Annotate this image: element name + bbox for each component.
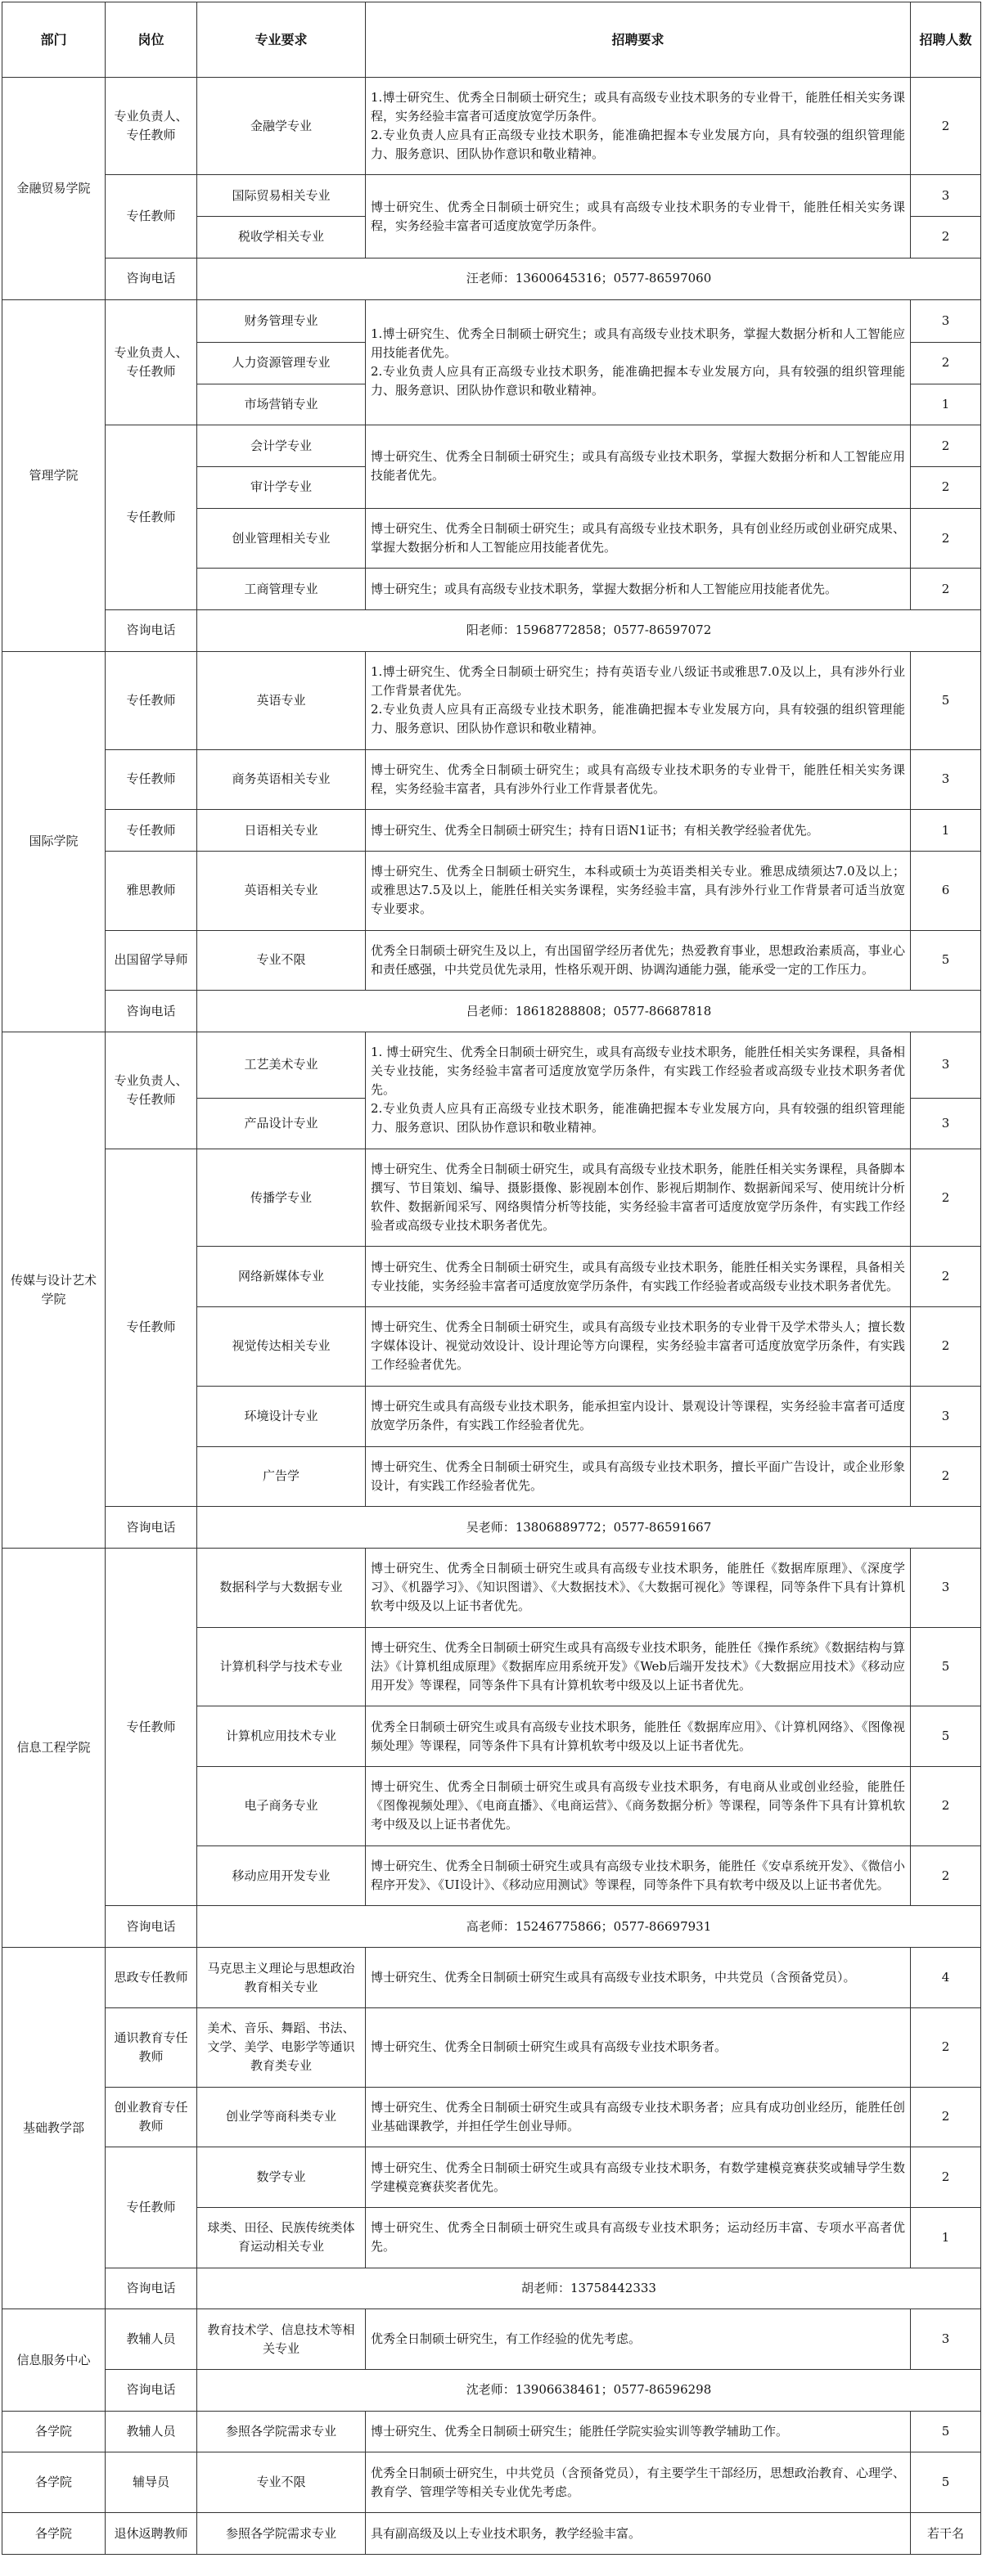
count-cell: 2 <box>911 425 981 467</box>
count-cell: 2 <box>911 466 981 508</box>
table-row <box>2 2452 981 2513</box>
requirements-cell: 博士研究生、优秀全日制硕士研究生；或具有高级专业技术职务的专业骨干，能胜任相关实务课程，实务经验丰富者可适度放宽学历条件。 <box>366 175 911 258</box>
major-cell: 马克思主义理论与思想政治教育相关专业 <box>197 1948 366 2008</box>
major-cell: 工艺美术专业 <box>197 1032 366 1099</box>
department-cell: 各学院 <box>2 2513 106 2555</box>
count-cell: 3 <box>911 299 981 342</box>
department-cell: 信息工程学院 <box>2 1548 106 1947</box>
count-cell: 5 <box>911 1627 981 1706</box>
major-cell: 教育技术学、信息技术等相关专业 <box>197 2309 366 2370</box>
major-cell: 国际贸易相关专业 <box>197 175 366 217</box>
position-cell: 专任教师 <box>106 810 197 852</box>
major-cell: 产品设计专业 <box>197 1098 366 1149</box>
position-cell: 教辅人员 <box>106 2411 197 2452</box>
major-cell: 网络新媒体专业 <box>197 1247 366 1307</box>
table-row <box>2 2147 981 2208</box>
contact-label: 咨询电话 <box>106 991 197 1032</box>
major-cell: 计算机科学与技术专业 <box>197 1627 366 1706</box>
table-row <box>2 851 981 930</box>
header-row <box>2 2 981 78</box>
requirements-cell: 博士研究生、优秀全日制硕士研究生，或具有高级专业技术职务，能胜任相关实务课程，具备相关专业技能，实务经验丰富者可适度放宽学历条件，有实践工作经验者或高级专业技术职务者优先。 <box>366 1247 911 1307</box>
table-row <box>2 175 981 217</box>
major-cell: 数学专业 <box>197 2147 366 2208</box>
requirements-cell: 博士研究生、优秀全日制硕士研究生或具有高级专业技术职务者；应具有成功创业经历，能胜任创业基础课教学，并担任学生创业导师。 <box>366 2087 911 2147</box>
count-cell: 3 <box>911 749 981 810</box>
position-cell: 雅思教师 <box>106 851 197 930</box>
requirements-cell: 博士研究生、优秀全日制硕士研究生或具有高级专业技术职务者。 <box>366 2007 911 2087</box>
contact-phone: 汪老师：13600645316；0577-86597060 <box>197 258 981 299</box>
contact-row <box>2 610 981 652</box>
count-cell: 1 <box>911 384 981 425</box>
contact-phone: 阳老师：15968772858；0577-86597072 <box>197 610 981 652</box>
count-cell: 3 <box>911 1548 981 1627</box>
table-row <box>2 1948 981 2008</box>
count-cell: 3 <box>911 1098 981 1149</box>
contact-label: 咨询电话 <box>106 258 197 299</box>
contact-phone: 沈老师：13906638461；0577-86596298 <box>197 2370 981 2412</box>
count-cell: 3 <box>911 1386 981 1446</box>
position-cell: 专业负责人、专任教师 <box>106 1032 197 1149</box>
table-row <box>2 930 981 991</box>
position-cell: 专任教师 <box>106 2147 197 2268</box>
contact-label: 咨询电话 <box>106 1507 197 1549</box>
requirements-cell: 优秀全日制硕士研究生或具有高级专业技术职务，能胜任《数据库应用》、《计算机网络》、《图像视频处理》等课程，同等条件下具有计算机软考中级及以上证书者优先。 <box>366 1706 911 1767</box>
position-cell: 创业教育专任教师 <box>106 2087 197 2147</box>
count-cell: 2 <box>911 1767 981 1846</box>
contact-row <box>2 2370 981 2412</box>
count-cell: 3 <box>911 1032 981 1099</box>
major-cell: 日语相关专业 <box>197 810 366 852</box>
contact-label: 咨询电话 <box>106 2370 197 2412</box>
count-cell: 3 <box>911 2309 981 2370</box>
table-row <box>2 2007 981 2087</box>
contact-phone: 吕老师：18618288808；0577-86687818 <box>197 991 981 1032</box>
department-cell: 管理学院 <box>2 299 106 651</box>
position-cell: 专任教师 <box>106 651 197 749</box>
count-cell: 2 <box>911 217 981 258</box>
table-row <box>2 1548 981 1627</box>
department-cell: 信息服务中心 <box>2 2309 106 2411</box>
count-cell: 4 <box>911 1948 981 2008</box>
requirements-cell: 博士研究生、优秀全日制硕士研究生或具有高级专业技术职务，能胜任《安卓系统开发》、《微信小程序开发》、《UI设计》、《移动应用测试》等课程，同等条件下具有软考中级及以上证书者优先。 <box>366 1845 911 1906</box>
header-post: 岗位 <box>106 2 197 78</box>
major-cell: 会计学专业 <box>197 425 366 467</box>
contact-label: 咨询电话 <box>106 610 197 652</box>
major-cell: 广告学 <box>197 1446 366 1507</box>
table-row <box>2 2411 981 2452</box>
count-cell: 2 <box>911 1307 981 1387</box>
major-cell: 传播学专业 <box>197 1149 366 1247</box>
major-cell: 数据科学与大数据专业 <box>197 1548 366 1627</box>
major-cell: 金融学专业 <box>197 77 366 175</box>
major-cell: 专业不限 <box>197 930 366 991</box>
count-cell: 1 <box>911 2207 981 2268</box>
requirements-cell: 博士研究生、优秀全日制硕士研究生；能胜任学院实验实训等教学辅助工作。 <box>366 2411 911 2452</box>
count-cell: 2 <box>911 1149 981 1247</box>
table-row <box>2 651 981 749</box>
position-cell: 专任教师 <box>106 425 197 610</box>
requirements-cell: 博士研究生、优秀全日制硕士研究生，本科或硕士为英语类相关专业。雅思成绩须达7.0及以上；或雅思达7.5及以上，能胜任相关实务课程，实务经验丰富，具有涉外行业工作背景者可适当放宽专业要求。 <box>366 851 911 930</box>
major-cell: 专业不限 <box>197 2452 366 2513</box>
table-row <box>2 77 981 175</box>
table-row <box>2 749 981 810</box>
table-row <box>2 810 981 852</box>
count-cell: 5 <box>911 2411 981 2452</box>
count-cell: 2 <box>911 77 981 175</box>
count-cell: 2 <box>911 1845 981 1906</box>
count-cell: 若干名 <box>911 2513 981 2555</box>
major-cell: 创业学等商科类专业 <box>197 2087 366 2147</box>
contact-row <box>2 1906 981 1948</box>
table-row <box>2 2513 981 2555</box>
major-cell: 参照各学院需求专业 <box>197 2513 366 2555</box>
count-cell: 6 <box>911 851 981 930</box>
count-cell: 2 <box>911 508 981 569</box>
major-cell: 审计学专业 <box>197 466 366 508</box>
contact-label: 咨询电话 <box>106 1906 197 1948</box>
requirements-cell: 优秀全日制硕士研究生，有工作经验的优先考虑。 <box>366 2309 911 2370</box>
table-row <box>2 1032 981 1099</box>
major-cell: 球类、田径、民族传统类体育运动相关专业 <box>197 2207 366 2268</box>
department-cell: 传媒与设计艺术学院 <box>2 1032 106 1549</box>
contact-row <box>2 1507 981 1549</box>
requirements-cell: 博士研究生、优秀全日制硕士研究生，或具有高级专业技术职务，能胜任相关实务课程，具备脚本撰写、节目策划、编导、摄影摄像、影视剧本创作、影视后期制作、数据新闻采写、使用统计分析软件、数据新闻采写、网络舆情分析等技能，实务经验丰富者可适度放宽学历条件，有实践工作经验者或高级专业技术职务者优先。 <box>366 1149 911 1247</box>
major-cell: 财务管理专业 <box>197 299 366 342</box>
requirements-cell: 优秀全日制硕士研究生，中共党员（含预备党员），有主要学生干部经历，思想政治教育、心理学、教育学、管理学等相关专业优先考虑。 <box>366 2452 911 2513</box>
position-cell: 专任教师 <box>106 175 197 258</box>
requirements-cell: 博士研究生、优秀全日制硕士研究生或具有高级专业技术职务，有数学建模竞赛获奖或辅导学生数学建模竞赛获奖者优先。 <box>366 2147 911 2208</box>
position-cell: 教辅人员 <box>106 2309 197 2370</box>
contact-row <box>2 258 981 299</box>
position-cell: 出国留学导师 <box>106 930 197 991</box>
requirements-cell: 博士研究生、优秀全日制硕士研究生或具有高级专业技术职务，有电商从业或创业经验，能胜任《图像视频处理》、《电商直播》、《电商运营》、《商务数据分析》等课程，同等条件下具有计算机软考中级及以上证书者优先。 <box>366 1767 911 1846</box>
header-major: 专业要求 <box>197 2 366 78</box>
header-dept: 部门 <box>2 2 106 78</box>
table-row <box>2 425 981 467</box>
major-cell: 环境设计专业 <box>197 1386 366 1446</box>
recruitment-table <box>2 2 981 2555</box>
header-requirements: 招聘要求 <box>366 2 911 78</box>
requirements-cell: 博士研究生、优秀全日制硕士研究生，或具有高级专业技术职务的专业骨干及学术带头人；擅长数字媒体设计、视觉动效设计、设计理论等方向课程，实务经验丰富者可适度放宽学历条件，有实践工作经验者优先。 <box>366 1307 911 1387</box>
requirements-cell: 1.博士研究生、优秀全日制硕士研究生；或具有高级专业技术职务，掌握大数据分析和人工智能应用技能者优先。 2.专业负责人应具有正高级专业技术职务，能准确把握本专业发展方向，具有较强的组织管理能力、服务意识、团队协作意识和敬业精神。 <box>366 299 911 425</box>
count-cell: 5 <box>911 1706 981 1767</box>
position-cell: 思政专任教师 <box>106 1948 197 2008</box>
count-cell: 5 <box>911 930 981 991</box>
major-cell: 视觉传达相关专业 <box>197 1307 366 1387</box>
requirements-cell: 1.博士研究生、优秀全日制硕士研究生；持有英语专业八级证书或雅思7.0及以上，具有涉外行业工作背景者优先。 2.专业负责人应具有正高级专业技术职务，能准确把握本专业发展方向，具有较强的组织管理能力、服务意识、团队协作意识和敬业精神。 <box>366 651 911 749</box>
requirements-cell: 博士研究生、优秀全日制硕士研究生或具有高级专业技术职务，能胜任《操作系统》《数据结构与算法》《计算机组成原理》《数据库应用系统开发》《Web后端开发技术》《大数据应用技术》《移动应用开发》等课程，同等条件下具有计算机软考中级及以上证书者优先。 <box>366 1627 911 1706</box>
count-cell: 5 <box>911 651 981 749</box>
requirements-cell: 博士研究生；或具有高级专业技术职务，掌握大数据分析和人工智能应用技能者优先。 <box>366 569 911 610</box>
position-cell: 专任教师 <box>106 1548 197 1906</box>
count-cell: 2 <box>911 1247 981 1307</box>
count-cell: 2 <box>911 2147 981 2208</box>
count-cell: 2 <box>911 1446 981 1507</box>
count-cell: 2 <box>911 569 981 610</box>
table-row <box>2 1149 981 1247</box>
contact-phone: 吴老师：13806889772；0577-86591667 <box>197 1507 981 1549</box>
contact-phone: 胡老师：13758442333 <box>197 2268 981 2309</box>
requirements-cell: 优秀全日制硕士研究生及以上，有出国留学经历者优先；热爱教育事业，思想政治素质高，事业心和责任感强，中共党员优先录用，性格乐观开朗、协调沟通能力强，能承受一定的工作压力。 <box>366 930 911 991</box>
requirements-cell: 博士研究生、优秀全日制硕士研究生或具有高级专业技术职务，中共党员（含预备党员）。 <box>366 1948 911 2008</box>
table-body <box>2 77 981 2554</box>
major-cell: 人力资源管理专业 <box>197 342 366 384</box>
major-cell: 移动应用开发专业 <box>197 1845 366 1906</box>
header-count: 招聘人数 <box>911 2 981 78</box>
count-cell: 3 <box>911 175 981 217</box>
count-cell: 2 <box>911 2087 981 2147</box>
department-cell: 国际学院 <box>2 651 106 1032</box>
major-cell: 创业管理相关专业 <box>197 508 366 569</box>
department-cell: 各学院 <box>2 2411 106 2452</box>
major-cell: 英语专业 <box>197 651 366 749</box>
requirements-cell: 具有副高级及以上专业技术职务，教学经验丰富。 <box>366 2513 911 2555</box>
requirements-cell: 博士研究生、优秀全日制硕士研究生或具有高级专业技术职务；运动经历丰富、专项水平高者优先。 <box>366 2207 911 2268</box>
requirements-cell: 博士研究生、优秀全日制硕士研究生，或具有高级专业技术职务，擅长平面广告设计，或企业形象设计，有实践工作经验者优先。 <box>366 1446 911 1507</box>
position-cell: 通识教育专任教师 <box>106 2007 197 2087</box>
requirements-cell: 1. 博士研究生、优秀全日制硕士研究生，或具有高级专业技术职务，能胜任相关实务课程，具备相关专业技能，实务经验丰富者可适度放宽学历条件，有实践工作经验者或高级专业技术职务者优先。 2.专业负责人应具有正高级专业技术职务，能准确把握本专业发展方向，具有较强的组织管理能力、服务意识、团队协作意识和敬业精神。 <box>366 1032 911 1149</box>
major-cell: 商务英语相关专业 <box>197 749 366 810</box>
position-cell: 专任教师 <box>106 1149 197 1507</box>
table-row <box>2 2309 981 2370</box>
table-row <box>2 299 981 342</box>
major-cell: 电子商务专业 <box>197 1767 366 1846</box>
table-row <box>2 2087 981 2147</box>
major-cell: 市场营销专业 <box>197 384 366 425</box>
contact-label: 咨询电话 <box>106 2268 197 2309</box>
position-cell: 辅导员 <box>106 2452 197 2513</box>
requirements-cell: 博士研究生、优秀全日制硕士研究生；或具有高级专业技术职务的专业骨干，能胜任相关实务课程，实务经验丰富者，具有涉外行业工作背景者优先。 <box>366 749 911 810</box>
major-cell: 工商管理专业 <box>197 569 366 610</box>
count-cell: 2 <box>911 342 981 384</box>
requirements-cell: 博士研究生、优秀全日制硕士研究生；持有日语N1证书；有相关教学经验者优先。 <box>366 810 911 852</box>
department-cell: 各学院 <box>2 2452 106 2513</box>
contact-phone: 高老师：15246775866；0577-86697931 <box>197 1906 981 1948</box>
requirements-cell: 博士研究生、优秀全日制硕士研究生或具有高级专业技术职务，能胜任《数据库原理》、《深度学习》、《机器学习》、《知识图谱》、《大数据技术》、《大数据可视化》等课程，同等条件下具有计算机软考中级及以上证书者优先。 <box>366 1548 911 1627</box>
position-cell: 专业负责人、专任教师 <box>106 299 197 425</box>
major-cell: 参照各学院需求专业 <box>197 2411 366 2452</box>
major-cell: 英语相关专业 <box>197 851 366 930</box>
contact-row <box>2 991 981 1032</box>
requirements-cell: 1.博士研究生、优秀全日制硕士研究生；或具有高级专业技术职务的专业骨干，能胜任相关实务课程，实务经验丰富者可适度放宽学历条件。 2.专业负责人应具有正高级专业技术职务，能准确把握本专业发展方向，具有较强的组织管理能力、服务意识、团队协作意识和敬业精神。 <box>366 77 911 175</box>
major-cell: 美术、音乐、舞蹈、书法、文学、美学、电影学等通识教育类专业 <box>197 2007 366 2087</box>
count-cell: 2 <box>911 2007 981 2087</box>
count-cell: 1 <box>911 810 981 852</box>
position-cell: 专任教师 <box>106 749 197 810</box>
count-cell: 5 <box>911 2452 981 2513</box>
contact-row <box>2 2268 981 2309</box>
department-cell: 金融贸易学院 <box>2 77 106 299</box>
major-cell: 计算机应用技术专业 <box>197 1706 366 1767</box>
position-cell: 专业负责人、专任教师 <box>106 77 197 175</box>
position-cell: 退休返聘教师 <box>106 2513 197 2555</box>
requirements-cell: 博士研究生、优秀全日制硕士研究生；或具有高级专业技术职务，掌握大数据分析和人工智能应用技能者优先。 <box>366 425 911 508</box>
requirements-cell: 博士研究生、优秀全日制硕士研究生；或具有高级专业技术职务，具有创业经历或创业研究成果、掌握大数据分析和人工智能应用技能者优先。 <box>366 508 911 569</box>
requirements-cell: 博士研究生或具有高级专业技术职务，能承担室内设计、景观设计等课程，实务经验丰富者可适度放宽学历条件，有实践工作经验者优先。 <box>366 1386 911 1446</box>
department-cell: 基础教学部 <box>2 1948 106 2309</box>
major-cell: 税收学相关专业 <box>197 217 366 258</box>
